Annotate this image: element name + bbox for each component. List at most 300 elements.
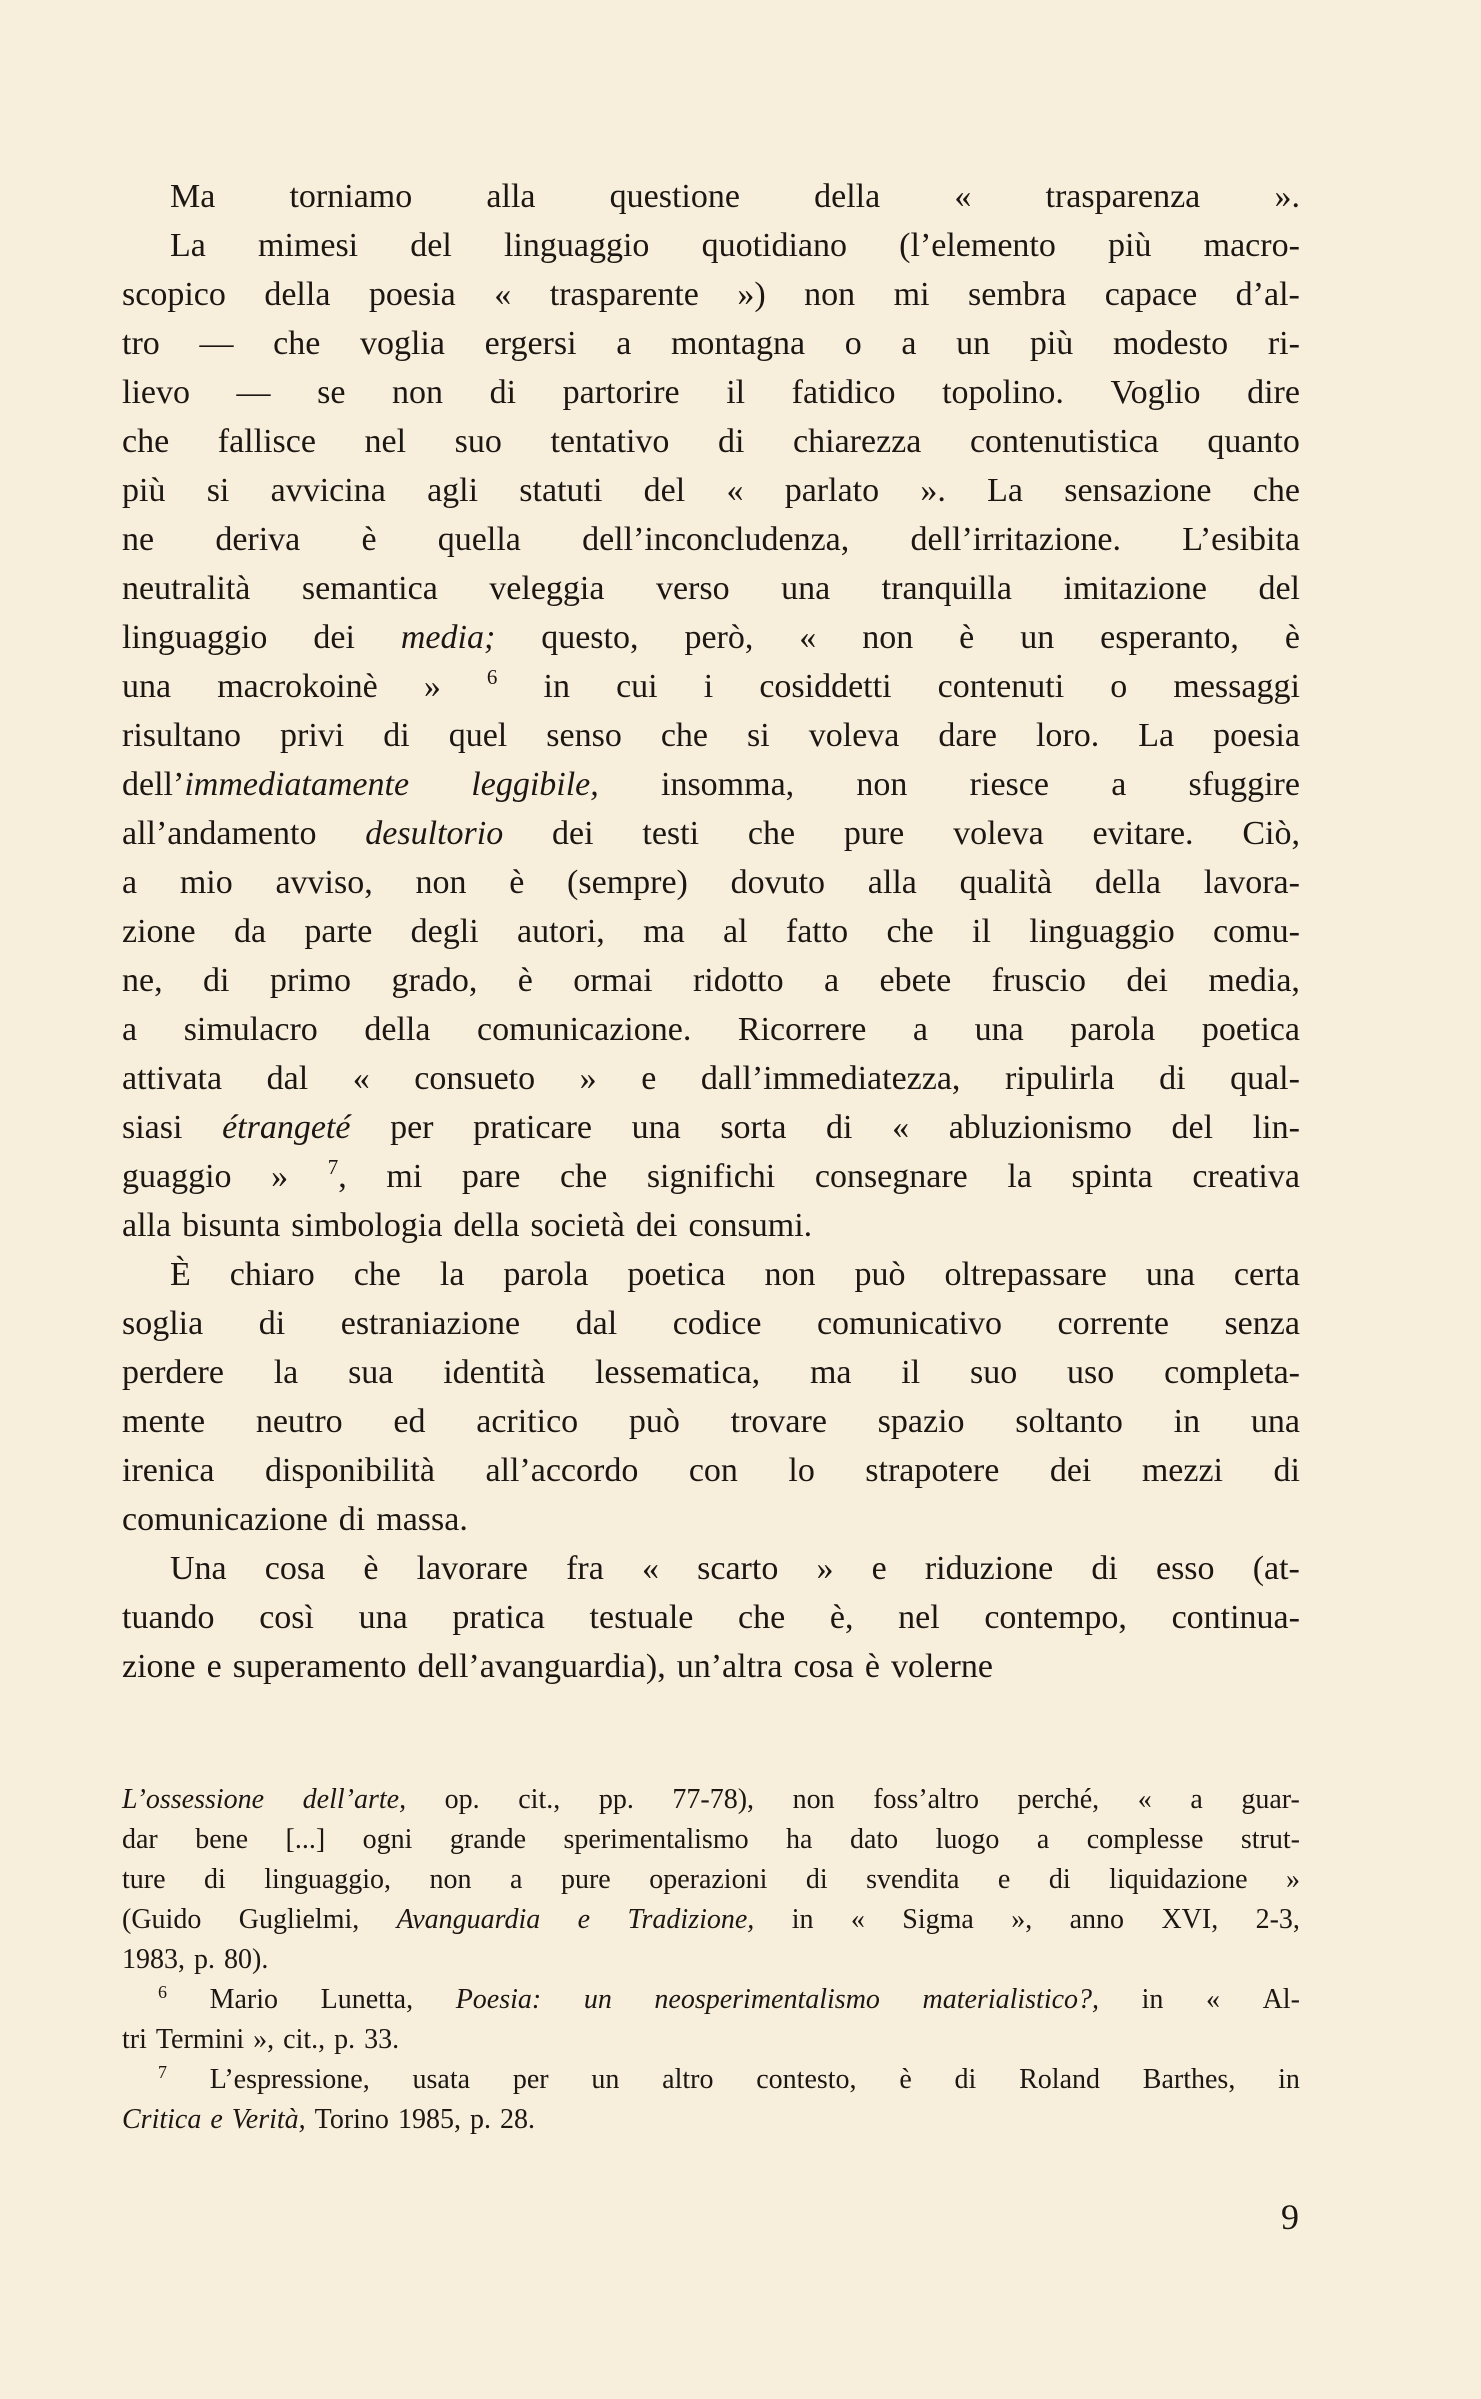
body-word: media;: [400, 619, 496, 656]
body-word: il: [972, 913, 991, 950]
body-word: spazio: [877, 1403, 965, 1440]
body-word: è: [1284, 619, 1300, 656]
body-word: di: [202, 962, 230, 999]
body-word: —: [236, 374, 271, 411]
body-word: scarto: [697, 1550, 779, 1587]
body-word: è: [959, 619, 975, 656]
body-word: del: [1171, 1109, 1214, 1146]
body-word: a: [824, 962, 840, 999]
body-word: —: [199, 325, 234, 362]
footnote-word: Verità,: [231, 2104, 306, 2135]
footnote-word: per: [512, 2064, 549, 2095]
body-word: dei: [313, 619, 355, 656]
body-word: si: [206, 472, 230, 509]
body-word: un: [1020, 619, 1055, 656]
body-word: creativa: [1192, 1158, 1300, 1195]
body-word: ma: [809, 1354, 852, 1391]
footnote-word: Critica: [122, 2104, 202, 2135]
body-word: trasparenza: [1045, 178, 1201, 215]
body-word: continua-: [1171, 1599, 1300, 1636]
footnote-word: complesse: [1086, 1824, 1204, 1855]
body-word: dei: [1126, 962, 1168, 999]
body-word: macrokoinè: [217, 668, 378, 705]
text-line: [122, 1054, 1300, 1103]
body-word: cosa: [793, 1648, 854, 1685]
body-word: avvicina: [270, 472, 386, 509]
body-word: al: [723, 913, 748, 950]
text-line: [122, 1103, 1300, 1152]
footnote-word: tri: [122, 2024, 147, 2055]
body-word: poesia: [368, 276, 456, 313]
body-word: significhi: [646, 1158, 776, 1195]
footnote-word: contesto,: [756, 2064, 857, 2095]
body-word: lavorare: [416, 1550, 528, 1587]
body-word: montagna: [670, 325, 806, 362]
footnote-word: 2-3,: [1255, 1904, 1300, 1935]
body-word: linguaggio: [1029, 913, 1175, 950]
body-word: topolino.: [942, 374, 1064, 411]
body-word: ne: [122, 521, 155, 558]
body-word: è: [361, 521, 377, 558]
body-word: linguaggio: [503, 227, 650, 264]
text-line: [122, 613, 1300, 662]
body-word: una: [1145, 1256, 1195, 1293]
body-word: È: [170, 1256, 191, 1293]
text-line: [122, 1642, 1300, 1691]
body-word: soltanto: [1015, 1403, 1123, 1440]
body-word: ri-: [1267, 325, 1300, 362]
body-word: poesia: [1213, 717, 1300, 754]
body-word: senso: [546, 717, 622, 754]
footnote-word: op.: [444, 1784, 480, 1815]
body-word: più: [122, 472, 166, 509]
body-word: di: [1273, 1452, 1300, 1489]
body-word: così: [259, 1599, 314, 1636]
text-line: [122, 1446, 1300, 1495]
body-word: »: [579, 1060, 597, 1097]
footnote-word: »: [1285, 1864, 1300, 1895]
body-word: lievo: [122, 374, 190, 411]
footnote-word: «: [1205, 1984, 1220, 2015]
body-word: modesto: [1112, 325, 1229, 362]
body-word: «: [726, 472, 744, 509]
body-word: parlato: [784, 472, 880, 509]
footnote-word: operazioni: [649, 1864, 768, 1895]
body-word: qualità: [959, 864, 1053, 901]
body-word: tranquilla: [881, 570, 1012, 607]
body-word: superamento: [232, 1648, 407, 1685]
body-word: dal: [575, 1305, 618, 1342]
body-word: autori,: [516, 913, 605, 950]
body-word: in: [1173, 1403, 1201, 1440]
text-line: [122, 760, 1300, 809]
footnote-word: 33.: [364, 2024, 400, 2055]
footnote-word: in: [791, 1904, 814, 1935]
body-word: lo: [788, 1452, 815, 1489]
footnote-word: è: [899, 2064, 912, 2095]
body-word: uso: [1067, 1354, 1115, 1391]
text-line: [122, 515, 1300, 564]
body-word: (sempre): [567, 864, 688, 901]
body-word: della: [364, 1011, 431, 1048]
body-word: neutro: [255, 1403, 343, 1440]
body-word: Ricorrere: [737, 1011, 867, 1048]
body-word: questione: [609, 178, 740, 215]
footnote-line: [122, 1900, 1300, 1940]
body-word: che: [560, 1158, 608, 1195]
text-line: [122, 662, 1300, 711]
body-word: simulacro: [183, 1011, 318, 1048]
footnote-number: 7: [158, 2062, 167, 2082]
footnote-word: dell’arte,: [302, 1784, 407, 1815]
footnote-word: ogni: [362, 1824, 413, 1855]
text-line: [122, 1593, 1300, 1642]
footnote-word: dato: [849, 1824, 899, 1855]
footnote-line: [122, 2060, 1300, 2100]
body-word: suo: [970, 1354, 1018, 1391]
body-word: sembra: [968, 276, 1067, 313]
body-word: zione: [122, 1648, 196, 1685]
body-word: insomma,: [661, 766, 795, 803]
body-word: mezzi: [1141, 1452, 1223, 1489]
footnote-word: luogo: [935, 1824, 1000, 1855]
body-word: ».: [1274, 178, 1300, 215]
body-word: può: [854, 1256, 906, 1293]
body-word: codice: [672, 1305, 762, 1342]
footnote-word: foss’altro: [873, 1784, 979, 1815]
body-word: soglia: [122, 1305, 204, 1342]
body-word: macro-: [1203, 227, 1300, 264]
body-word: veleggia: [489, 570, 605, 607]
footnote-word: 28.: [499, 2104, 535, 2135]
body-word: dovuto: [730, 864, 826, 901]
body-word: desultorio: [365, 815, 504, 852]
footnote-word: XVI,: [1161, 1904, 1219, 1935]
body-word: praticare: [473, 1109, 593, 1146]
footnote-word: Avanguardia: [396, 1904, 541, 1935]
text-line: [122, 172, 1300, 221]
footnote-word: altro: [662, 2064, 714, 2095]
body-word: ma: [643, 913, 685, 950]
body-word: tuando: [122, 1599, 215, 1636]
body-word: di: [489, 374, 517, 411]
footnote-word: in: [1141, 1984, 1164, 2015]
body-word: di: [826, 1109, 853, 1146]
body-word: per: [390, 1109, 434, 1146]
footnote-word: dar: [122, 1824, 158, 1855]
footnote-word: »,: [253, 2024, 275, 2055]
body-word: Ciò,: [1242, 815, 1300, 852]
body-word: parola: [1070, 1011, 1156, 1048]
body-word: sorta: [720, 1109, 787, 1146]
body-word: agli: [427, 472, 479, 509]
body-word: la: [1007, 1158, 1032, 1195]
footnote-word: di: [204, 1864, 226, 1895]
body-word: poetica: [627, 1256, 726, 1293]
body-word: deriva: [215, 521, 301, 558]
body-word: nel: [364, 423, 407, 460]
body-word: Ma: [170, 178, 216, 215]
body-word: a: [122, 1011, 138, 1048]
footnote-word: grande: [449, 1824, 527, 1855]
footnote-word: non: [792, 1784, 835, 1815]
footnote-word: »,: [1011, 1904, 1033, 1935]
body-word: a: [1111, 766, 1127, 803]
body-word: contenuti: [937, 668, 1065, 705]
body-word: a: [616, 325, 632, 362]
footnote-word: «: [850, 1904, 865, 1935]
body-word: dell’irritazione.: [910, 521, 1121, 558]
footnote-word: liquidazione: [1109, 1864, 1248, 1895]
body-word: sensazione: [1064, 472, 1212, 509]
body-word: parola: [503, 1256, 589, 1293]
body-word: non: [415, 864, 467, 901]
footnote-word: ture: [122, 1864, 166, 1895]
body-word: il: [901, 1354, 921, 1391]
body-word: la: [439, 1256, 465, 1293]
body-word: che: [747, 815, 796, 852]
body-word: una: [358, 1599, 408, 1636]
text-line: [122, 1397, 1300, 1446]
footnote-word: un: [583, 1984, 612, 2015]
footnote-word: p.: [334, 2024, 356, 2055]
body-word: media,: [1208, 962, 1300, 999]
footnote-word: 77-78),: [672, 1784, 755, 1815]
body-word: chiaro: [229, 1256, 315, 1293]
body-word: trasparente: [549, 276, 699, 313]
body-word: corrente: [1057, 1305, 1169, 1342]
body-word: di: [718, 423, 745, 460]
body-word: mi: [893, 276, 930, 313]
footnote-word: 1985,: [397, 2104, 461, 2135]
body-word: (at-: [1252, 1550, 1300, 1587]
text-line: [122, 1152, 1300, 1201]
footnote-line: [122, 1820, 1300, 1860]
footnote-word: Torino: [314, 2104, 389, 2135]
text-line: [122, 956, 1300, 1005]
body-word: non: [392, 374, 443, 411]
footnote-word: guar-: [1241, 1784, 1300, 1815]
footnote-word: neosperimentalismo: [654, 1984, 880, 2015]
body-word: quanto: [1207, 423, 1300, 460]
body-word: dei: [552, 815, 594, 852]
body-word: di: [383, 717, 410, 754]
body-word: del: [1258, 570, 1300, 607]
footnote-word: 80).: [224, 1944, 269, 1975]
footnote-line: [122, 2100, 1300, 2140]
body-word: pure: [843, 815, 905, 852]
body-word: mi: [386, 1158, 423, 1195]
body-word: consumi.: [688, 1207, 813, 1244]
body-word: lavora-: [1203, 864, 1300, 901]
body-word: completa-: [1164, 1354, 1300, 1391]
body-word: non: [862, 619, 914, 656]
body-word: pare: [461, 1158, 521, 1195]
footnote-word: «: [1137, 1784, 1152, 1815]
body-word: contenutistica: [969, 423, 1159, 460]
text-line: [122, 221, 1300, 270]
footnote-word: un: [591, 2064, 620, 2095]
footnote-word: svendita: [866, 1864, 960, 1895]
body-word: evitare.: [1092, 815, 1194, 852]
text-line: [122, 270, 1300, 319]
body-word: dell’avanguardia),: [417, 1648, 666, 1685]
body-word: disponibilità: [264, 1452, 435, 1489]
footnote-ref: 7: [327, 1155, 339, 1179]
footnote-line: [122, 1940, 1300, 1980]
body-word: cosiddetti: [759, 668, 892, 705]
body-word: suo: [454, 423, 502, 460]
footnote-word: Al-: [1262, 1984, 1300, 2015]
body-word: dell’immediatamente: [122, 766, 410, 803]
body-word: il: [726, 374, 746, 411]
body-word: consegnare: [814, 1158, 968, 1195]
body-word: all’andamento: [122, 815, 317, 852]
body-word: che: [660, 717, 709, 754]
body-word: étrangeté: [222, 1109, 351, 1146]
body-word: sfuggire: [1188, 766, 1300, 803]
body-word: degli: [410, 913, 479, 950]
body-word: lin-: [1252, 1109, 1300, 1146]
body-word: o: [844, 325, 862, 362]
footnote-word: Roland: [1019, 2064, 1100, 2095]
body-word: poetica: [1201, 1011, 1300, 1048]
body-word: un’altra: [676, 1648, 783, 1685]
body-word: tro: [122, 325, 160, 362]
body-word: da: [233, 913, 267, 950]
body-word: contempo,: [984, 1599, 1127, 1636]
footnote-word: L’espressione,: [209, 2064, 370, 2095]
body-word: una: [1250, 1403, 1300, 1440]
footnote-word: a: [1036, 1824, 1050, 1855]
body-word: fra: [566, 1550, 604, 1587]
body-word: leggibile,: [471, 766, 599, 803]
body-word: non: [804, 276, 856, 313]
footnote-word: e: [577, 1904, 591, 1935]
body-word: la: [273, 1354, 299, 1391]
footnote-word: (Guido: [122, 1904, 202, 1935]
body-word: riesce: [969, 766, 1049, 803]
body-word: una: [781, 570, 831, 607]
body-word: »: [816, 1550, 834, 1587]
body-word: fruscio: [991, 962, 1087, 999]
footnote-line: [122, 1980, 1300, 2020]
footnote-word: non: [429, 1864, 472, 1895]
body-word: Una: [170, 1550, 227, 1587]
footnote-word: Mario: [209, 1984, 279, 2015]
body-word: L’esibita: [1182, 521, 1300, 558]
body-word: strapotere: [865, 1452, 1000, 1489]
body-word: bisunta: [182, 1207, 281, 1244]
footnotes: [122, 1780, 1300, 2140]
body-text: [122, 172, 1300, 1691]
body-word: «: [494, 276, 512, 313]
body-word: ormai: [573, 962, 653, 999]
body-word: scopico: [122, 276, 226, 313]
footnote-number: 6: [158, 1982, 167, 2002]
body-word: statuti: [519, 472, 603, 509]
body-word: dare: [938, 717, 997, 754]
body-word: capace: [1104, 276, 1198, 313]
body-word: dal: [266, 1060, 309, 1097]
body-word: alla: [867, 864, 917, 901]
body-word: e: [206, 1648, 222, 1685]
text-line: [122, 1201, 1300, 1250]
footnote-word: Lunetta,: [320, 1984, 414, 2015]
footnote-word: e: [997, 1864, 1011, 1895]
body-word: una: [122, 668, 172, 705]
body-word: e: [871, 1550, 887, 1587]
footnote-word: materialistico?,: [922, 1984, 1100, 2015]
footnote-word: p.: [469, 2104, 491, 2135]
footnote-word: [158, 1980, 167, 2020]
body-word: «: [642, 1550, 659, 1587]
text-line: [122, 1005, 1300, 1054]
text-line: [122, 1250, 1300, 1299]
footnote-line: [122, 1860, 1300, 1900]
body-word: $^7$,: [327, 1155, 347, 1195]
body-word: consueto: [414, 1060, 536, 1097]
body-word: «: [799, 619, 817, 656]
body-word: che: [738, 1599, 786, 1636]
body-word: parte: [304, 913, 373, 950]
body-word: messaggi: [1173, 668, 1300, 705]
body-word: comunicazione.: [477, 1011, 692, 1048]
footnote-word: Barthes,: [1142, 2064, 1236, 2095]
text-line: [122, 858, 1300, 907]
body-word: più: [1108, 227, 1152, 264]
footnote-line: [122, 1780, 1300, 1820]
footnote-word: pp.: [598, 1784, 634, 1815]
body-word: identità: [443, 1354, 546, 1391]
body-word: esso: [1155, 1550, 1215, 1587]
body-word: fatto: [785, 913, 849, 950]
body-word: ergersi: [484, 325, 577, 362]
body-word: (l’elemento: [899, 227, 1056, 264]
footnote-word: Termini: [155, 2024, 245, 2055]
body-word: dei: [1049, 1452, 1092, 1489]
body-word: della: [453, 1207, 520, 1244]
body-word: che: [273, 325, 321, 362]
body-word: che: [886, 913, 934, 950]
body-word: ridotto: [692, 962, 784, 999]
text-line: [122, 466, 1300, 515]
footnote-word: perché,: [1017, 1784, 1100, 1815]
body-word: d’al-: [1235, 276, 1300, 313]
footnote-word: Poesia:: [455, 1984, 542, 2015]
text-line: [122, 907, 1300, 956]
body-word: del: [410, 227, 452, 264]
footnote-word: ha: [786, 1824, 813, 1855]
body-word: è: [864, 1648, 880, 1685]
text-line: [122, 809, 1300, 858]
body-word: primo: [269, 962, 352, 999]
body-word: voleva: [953, 815, 1044, 852]
body-word: i: [703, 668, 714, 705]
footnote-word: anno: [1069, 1904, 1125, 1935]
body-word: abluzionismo: [948, 1109, 1132, 1146]
body-word: irenica: [122, 1452, 215, 1489]
body-word: voglia: [359, 325, 445, 362]
body-word: alla: [486, 178, 536, 215]
body-word: voleva: [808, 717, 900, 754]
footnote-word: sperimentalismo: [563, 1824, 749, 1855]
body-word: imitazione: [1063, 570, 1207, 607]
body-word: quel: [448, 717, 508, 754]
body-word: dell’inconcludenza,: [582, 521, 850, 558]
body-word: qual-: [1230, 1060, 1300, 1097]
footnote-word: 1983,: [122, 1944, 185, 1975]
